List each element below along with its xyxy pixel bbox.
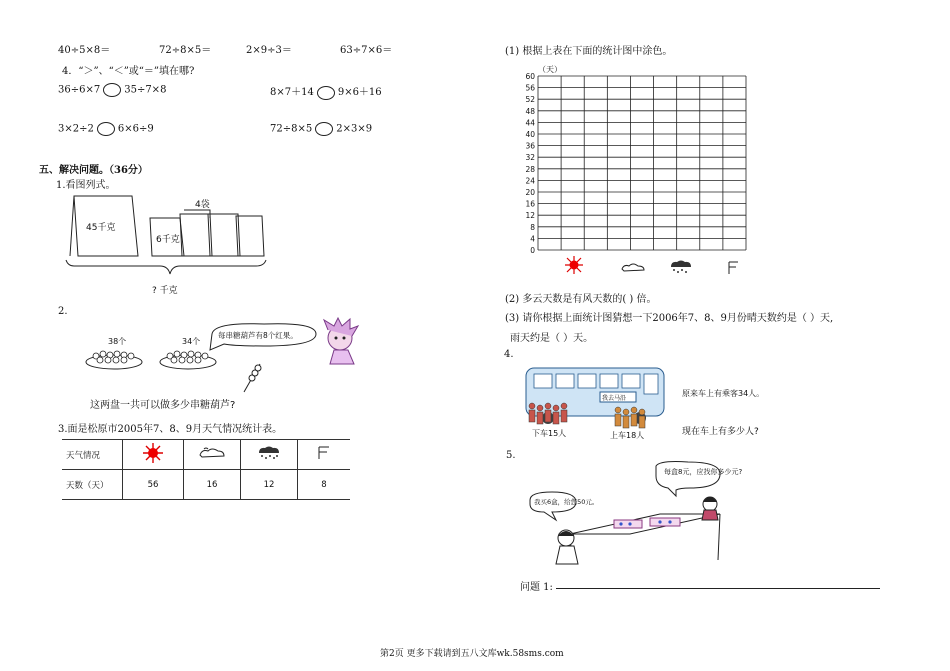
skewer-icon	[244, 364, 261, 392]
y-tick-label: 40	[525, 130, 535, 139]
problem-3: 3.面是松原市2005年7、8、9月天气情况统计表。	[58, 424, 283, 435]
expr: 8×7＋14	[270, 87, 314, 98]
small-bag-label: 6千克	[156, 235, 180, 245]
expr: 3×2÷2	[58, 123, 94, 135]
chart-question-1: (1) 根据上表在下面的统计图中涂色。	[505, 46, 673, 57]
windy-icon	[184, 440, 241, 470]
plate-b-count: 34个	[182, 337, 201, 346]
y-tick-label: 28	[525, 164, 535, 174]
bus-question: 现在车上有多少人?	[682, 427, 759, 437]
question-1-label: 问题 1:	[520, 582, 553, 593]
compare-row-2	[58, 122, 154, 136]
answer-line[interactable]	[556, 588, 880, 589]
chart-windy-icon	[622, 264, 644, 271]
days-header: 天数（天）	[62, 470, 123, 500]
answer-circle[interactable]	[97, 122, 115, 136]
plate-a-count: 38个	[108, 337, 127, 346]
y-tick-label: 52	[525, 95, 535, 105]
bus-sign: 我去马沿	[602, 395, 627, 402]
answer-circle[interactable]	[317, 86, 335, 100]
seller-woman	[702, 497, 718, 520]
table-row	[62, 440, 350, 470]
row1-d: 63÷7×6＝	[340, 45, 393, 56]
y-tick-label: 24	[525, 176, 535, 186]
chart-sunny-icon	[565, 256, 583, 274]
y-tick-label: 20	[525, 188, 535, 197]
seller-bubble-text: 每盒8元，应找你多少元?	[664, 468, 743, 476]
compare-row-1	[58, 83, 166, 97]
cloudy-icon	[241, 440, 298, 470]
rainy-days: 8	[298, 470, 351, 500]
total-label: ? 千克	[152, 286, 178, 296]
problem-2: 2.	[58, 306, 68, 317]
sunny-icon	[123, 440, 184, 470]
got-on-count: 上车18人	[610, 431, 645, 440]
chart-cloudy-icon	[671, 261, 691, 274]
weather-table	[62, 439, 350, 500]
weather-header: 天气情况	[62, 440, 123, 470]
y-tick-label: 56	[525, 83, 535, 93]
y-tick-label: 4	[530, 234, 535, 244]
row1-c: 2×9÷3＝	[246, 45, 292, 56]
girl-figure	[324, 318, 358, 364]
y-tick-label: 32	[525, 153, 535, 163]
y-tick-label: 8	[530, 222, 535, 232]
row1-a: 40÷5×8＝	[58, 45, 111, 56]
compare-row-2b	[270, 122, 372, 136]
expr: 72÷8×5	[270, 123, 313, 135]
expr: 6×6÷9	[117, 123, 154, 135]
section-5-title: 五、解决问题。（36分）	[39, 165, 148, 176]
answer-circle[interactable]	[103, 83, 121, 97]
problem-1: 1.看图列式。	[56, 180, 116, 191]
question-4: 4．“＞”、“＜”或“＝”填在哪?	[62, 66, 195, 77]
weather-bar-chart	[516, 60, 756, 280]
bus-figure	[522, 362, 792, 446]
expr: 9×6＋16	[337, 87, 382, 98]
passengers-getting-off	[529, 403, 567, 424]
problem-2-question: 这两盘一共可以做多少串糖葫芦?	[90, 400, 236, 411]
expr: 36÷6×7	[58, 84, 101, 96]
shop-figure	[520, 460, 743, 570]
buyer-girl	[556, 530, 578, 564]
speech-bubble-text: 每串糖葫芦有8个红果。	[218, 331, 298, 340]
chart-rainy-icon	[729, 262, 738, 274]
original-passengers: 原来车上有乘客34人。	[682, 389, 765, 398]
bags-count-label: 4袋	[195, 200, 210, 210]
rainy-icon	[298, 440, 351, 470]
y-tick-label: 60	[525, 72, 535, 81]
expr: 2×3×9	[336, 123, 373, 135]
y-tick-label: 0	[530, 246, 535, 255]
y-tick-label: 16	[525, 199, 535, 209]
compare-row-1b	[270, 83, 382, 100]
bags-figure	[60, 190, 280, 302]
big-bag-label: 45千克	[86, 223, 116, 233]
y-tick-label: 12	[525, 211, 535, 221]
y-tick-label: 44	[525, 118, 535, 128]
got-off-count: 下车15人	[532, 429, 567, 438]
answer-circle[interactable]	[315, 122, 333, 136]
table-row	[62, 470, 350, 500]
expr: 35÷7×8	[124, 84, 167, 96]
chart-question-3a: (3) 请你根据上面统计图猜想一下2006年7、8、9月份晴天数约是（ ）天,	[505, 313, 834, 324]
problem-5: 5.	[506, 450, 516, 461]
candied-fruit-figure	[84, 316, 374, 396]
sunny-days: 56	[123, 470, 184, 500]
cloudy-days: 12	[241, 470, 298, 500]
chart-question-2: (2) 多云天数是有风天数的( ) 倍。	[505, 294, 657, 305]
windy-days: 16	[184, 470, 241, 500]
page-footer: 第2页 更多下载请到五八文库wk.58sms.com	[380, 649, 564, 659]
chart-question-3b: 雨天约是（ ）天。	[510, 333, 594, 344]
problem-4: 4.	[504, 349, 514, 360]
buyer-bubble-text: 我买6盒，给您50元。	[534, 498, 599, 506]
y-tick-label: 36	[525, 141, 535, 151]
row1-b: 72÷8×5＝	[159, 45, 212, 56]
y-tick-label: 48	[525, 106, 535, 116]
y-axis-unit: （天）	[538, 65, 562, 74]
